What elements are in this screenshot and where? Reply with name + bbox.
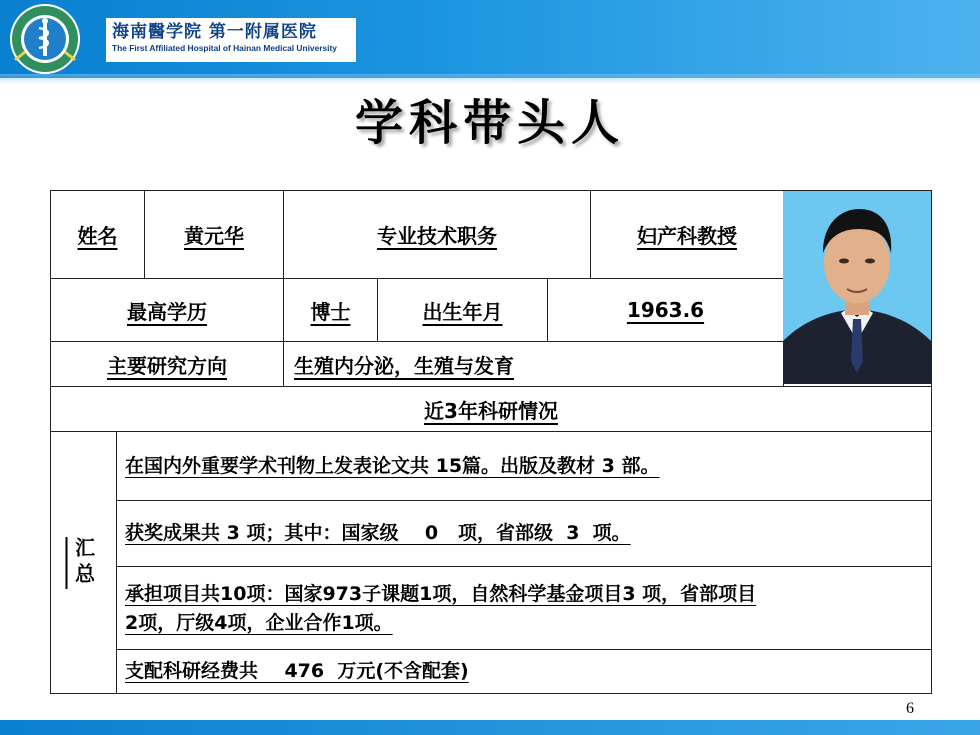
birth-value: 1963.6	[626, 298, 705, 322]
summary-projects-line2: 2项，厅级4项，企业合作1项。	[125, 612, 393, 634]
title-label: 专业技术职务	[377, 224, 497, 248]
summary-funding: 支配科研经费共 476 万元(不含配套)	[125, 660, 469, 682]
summary-awards: 获奖成果共 3 项；其中：国家级 0 项，省部级 3 项。	[125, 522, 631, 544]
page-number: 6	[906, 700, 914, 717]
portrait-photo	[783, 191, 931, 384]
summary-publications: 在国内外重要学术刊物上发表论文共 15篇。出版及教材 3 部。	[125, 455, 660, 477]
summary-label: 汇总	[71, 537, 96, 589]
name-value: 黄元华	[184, 224, 244, 248]
birth-label: 出生年月	[422, 299, 503, 324]
education-value: 博士	[310, 299, 351, 324]
title-value: 妇产科教授	[637, 224, 737, 248]
recent-heading: 近3年科研情况	[424, 398, 558, 423]
education-label: 最高学历	[127, 299, 207, 324]
hospital-name-cn: 海南醫学院 第一附属医院	[112, 22, 317, 42]
research-value: 生殖内分泌，生殖与发育	[294, 353, 514, 378]
footer-band	[0, 720, 980, 735]
summary-projects-line1: 承担项目共10项：国家973子课题1项，自然科学基金项目3 项，省部项目	[125, 583, 757, 605]
name-label: 姓名	[77, 224, 118, 248]
hospital-name-en: The First Affiliated Hospital of Hainan Medical University	[112, 43, 337, 53]
research-label: 主要研究方向	[107, 353, 227, 378]
page-title: 学科带头人	[354, 95, 625, 151]
